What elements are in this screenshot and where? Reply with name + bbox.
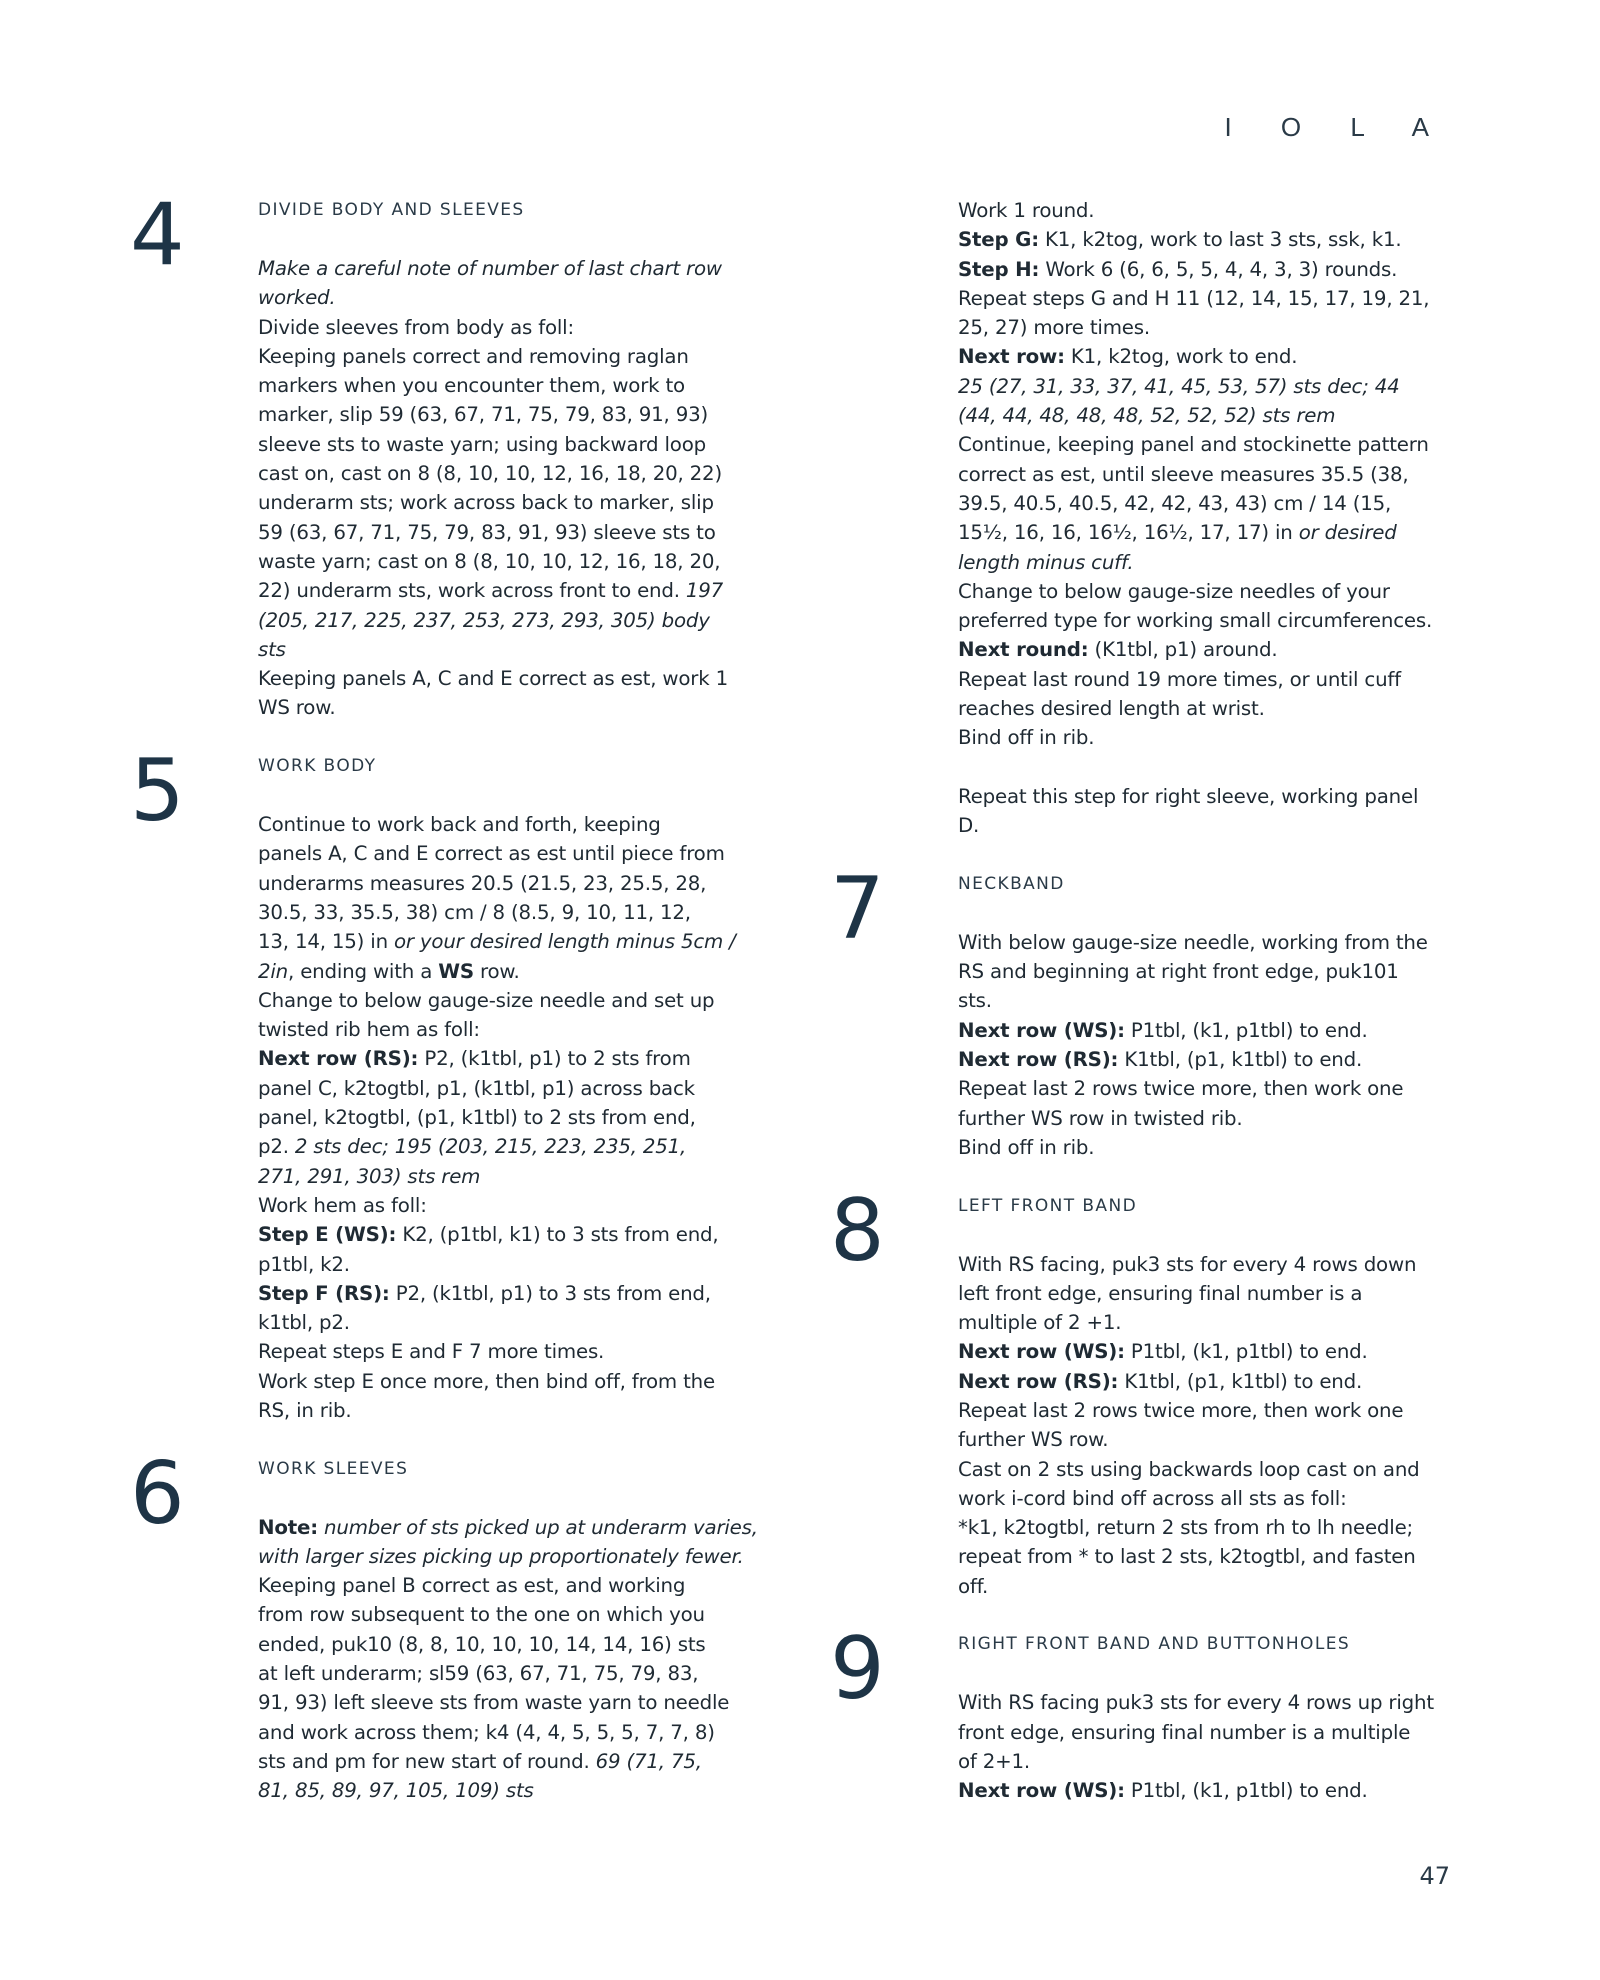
text-run: Work 6 (6, 6, 5, 5, 4, 4, 3, 3) rounds. — [1039, 257, 1398, 281]
text-run: Repeat this step for right sleeve, working panel — [958, 784, 1419, 808]
text-run: sts — [258, 637, 286, 661]
instruction-line — [958, 1337, 1468, 1366]
text-run: , ending with a — [288, 959, 439, 983]
step-section — [830, 1619, 1468, 1805]
page-number: 47 — [1419, 1862, 1450, 1890]
section-spacer — [958, 1601, 1468, 1630]
instruction-line — [958, 1074, 1468, 1103]
heading-gap — [958, 1659, 1468, 1688]
text-run: Step G: — [958, 228, 1039, 252]
instruction-line — [258, 1220, 768, 1249]
text-run: Next row (WS): — [958, 1779, 1125, 1803]
text-run: left front edge, ensuring final number is a — [958, 1281, 1363, 1305]
instruction-line — [258, 1776, 768, 1805]
text-run: off. — [958, 1574, 989, 1598]
text-run: P1tbl, (k1, p1tbl) to end. — [1124, 1779, 1368, 1803]
instruction-line — [958, 284, 1468, 313]
instruction-line — [258, 810, 768, 839]
instruction-line — [958, 1367, 1468, 1396]
text-run: underarms measures 20.5 (21.5, 23, 25.5, 28, — [258, 871, 707, 895]
text-run: sts and pm for new start of round. — [258, 1749, 596, 1773]
left-column — [130, 185, 768, 1806]
text-run: Work step E once more, then bind off, from the — [258, 1369, 715, 1393]
text-run: P1tbl, (k1, p1tbl) to end. — [1124, 1340, 1368, 1364]
text-run: marker, slip 59 (63, 67, 71, 75, 79, 83, 91, 93) — [258, 403, 708, 427]
instruction-line — [958, 401, 1468, 430]
instruction-line — [958, 577, 1468, 606]
text-run: Keeping panels correct and removing raglan — [258, 344, 689, 368]
step-heading: WORK BODY — [258, 756, 377, 777]
text-run: RS and beginning at right front edge, puk101 — [958, 960, 1399, 984]
step-heading: WORK SLEEVES — [258, 1458, 409, 1479]
text-run: K1tbl, (p1, k1tbl) to end. — [1118, 1369, 1363, 1393]
instruction-line — [958, 723, 1468, 752]
section-spacer — [258, 723, 768, 752]
text-run: preferred type for working small circumferences. — [958, 609, 1433, 633]
instruction-line — [958, 811, 1468, 840]
instruction-line — [958, 1776, 1468, 1805]
text-run: Repeat last round 19 more times, or until cuff — [958, 667, 1401, 691]
instruction-line — [258, 1103, 768, 1132]
instruction-line — [958, 313, 1468, 342]
instruction-line — [958, 430, 1468, 459]
instruction-line — [258, 1250, 768, 1279]
instruction-line — [258, 898, 768, 927]
instruction-line — [258, 1571, 768, 1600]
text-run: 2 sts dec; 195 (203, 215, 223, 235, 251, — [294, 1135, 687, 1159]
text-run: markers when you encounter them, work to — [258, 374, 685, 398]
instruction-line — [258, 283, 768, 312]
text-run: k1tbl, p2. — [258, 1311, 350, 1335]
text-run: number of sts picked up at underarm varies, — [324, 1515, 758, 1539]
text-run: or desired — [1298, 521, 1397, 545]
instruction-line — [958, 1104, 1468, 1133]
instruction-line — [258, 254, 768, 283]
text-run: Divide sleeves from body as foll: — [258, 315, 574, 339]
text-run: Cast on 2 sts using backwards loop cast on and — [958, 1457, 1420, 1481]
text-run: 271, 291, 303) sts rem — [258, 1164, 481, 1188]
instruction-line — [258, 400, 768, 429]
right-column — [830, 196, 1468, 1806]
pattern-title: I O L A — [1224, 112, 1450, 142]
text-run: panel, k2togtbl, (p1, k1tbl) to 2 sts from end, — [258, 1106, 696, 1130]
text-run: Next row (RS): — [958, 1369, 1119, 1393]
instruction-line — [958, 196, 1468, 225]
text-run: Repeat last 2 rows twice more, then work one — [958, 1398, 1404, 1422]
instruction-line — [258, 430, 768, 459]
text-run: *k1, k2togtbl, return 2 sts from rh to lh needle; — [958, 1516, 1414, 1540]
step-number: 9 — [830, 1619, 885, 1720]
instruction-line — [258, 1162, 768, 1191]
text-run: 69 (71, 75, — [595, 1749, 702, 1773]
instruction-line — [958, 1484, 1468, 1513]
instruction-line — [258, 1279, 768, 1308]
text-run: cast on, cast on 8 (8, 10, 10, 12, 16, 18, 20, 22) — [258, 462, 722, 486]
text-run: of 2+1. — [958, 1749, 1030, 1773]
text-run: Make a careful note of number of last chart row — [258, 257, 722, 280]
step-section — [130, 1443, 768, 1806]
text-run: With RS facing, puk3 sts for every 4 rows down — [958, 1252, 1417, 1276]
instruction-line — [258, 1337, 768, 1366]
instruction-line — [258, 869, 768, 898]
text-run: work i-cord bind off across all sts as foll: — [958, 1486, 1347, 1510]
text-run: With RS facing puk3 sts for every 4 rows up right — [958, 1691, 1434, 1715]
heading-gap — [958, 1221, 1468, 1250]
instruction-line — [958, 1133, 1468, 1162]
text-run: worked. — [258, 286, 336, 310]
text-run: Keeping panels A, C and E correct as est, work 1 — [258, 667, 728, 691]
text-run: Next row (RS): — [258, 1047, 419, 1071]
section-spacer — [958, 841, 1468, 870]
instruction-line — [958, 460, 1468, 489]
instruction-line — [958, 782, 1468, 811]
instruction-line — [258, 1367, 768, 1396]
instruction-line — [958, 665, 1468, 694]
text-run: Repeat steps G and H 11 (12, 14, 15, 17, 19, 21, — [958, 286, 1430, 310]
instruction-line — [958, 606, 1468, 635]
instruction-line — [958, 635, 1468, 664]
instruction-line — [958, 1396, 1468, 1425]
text-run: p2. — [258, 1135, 295, 1159]
instruction-line — [258, 957, 768, 986]
text-run: 59 (63, 67, 71, 75, 79, 83, 91, 93) sleeve sts to — [258, 520, 716, 544]
text-run: with larger sizes picking up proportionately fewer. — [258, 1544, 744, 1568]
text-run: waste yarn; cast on 8 (8, 10, 10, 12, 16, 18, 20, — [258, 549, 721, 573]
instruction-line — [258, 1396, 768, 1425]
instruction-line — [258, 635, 768, 664]
step-number: 5 — [130, 741, 185, 842]
text-run: at left underarm; sl59 (63, 67, 71, 75, 79, 83, — [258, 1662, 699, 1686]
step-number: 8 — [830, 1180, 885, 1281]
step-section — [830, 1180, 1468, 1602]
heading-gap — [258, 225, 768, 254]
text-run: Step E (WS): — [258, 1223, 397, 1247]
section-spacer — [958, 1162, 1468, 1191]
text-run: 30.5, 33, 35.5, 38) cm / 8 (8.5, 9, 10, 11, 12, — [258, 900, 691, 924]
step-section — [830, 858, 1468, 1162]
text-run: Repeat steps E and F 7 more times. — [258, 1340, 605, 1364]
text-run: length minus cuff. — [958, 550, 1134, 574]
step-section — [130, 185, 768, 723]
instruction-line — [258, 1074, 768, 1103]
instruction-line — [958, 1279, 1468, 1308]
instruction-line — [258, 1015, 768, 1044]
text-run: K1tbl, (p1, k1tbl) to end. — [1118, 1048, 1363, 1072]
text-run: Change to below gauge-size needles of your — [958, 579, 1390, 603]
instruction-line — [258, 342, 768, 371]
text-run: row. — [473, 959, 520, 983]
text-run: repeat from * to last 2 sts, k2togtbl, and fasten — [958, 1545, 1416, 1569]
instruction-line — [958, 1747, 1468, 1776]
text-run: 91, 93) left sleeve sts from waste yarn to needle — [258, 1691, 730, 1715]
instruction-line — [958, 753, 1468, 782]
text-run: 13, 14, 15) in — [258, 930, 394, 954]
instruction-line — [258, 1191, 768, 1220]
instruction-line — [258, 459, 768, 488]
instruction-line — [258, 606, 768, 635]
instruction-line — [958, 694, 1468, 723]
text-run: K1, k2tog, work to end. — [1064, 345, 1298, 369]
text-run: front edge, ensuring final number is a multiple — [958, 1720, 1411, 1744]
text-run: Next row (RS): — [958, 1048, 1119, 1072]
text-run: sts. — [958, 989, 992, 1013]
instruction-line — [958, 1455, 1468, 1484]
text-run: further WS row in twisted rib. — [958, 1106, 1243, 1130]
text-run: With below gauge-size needle, working from the — [958, 930, 1428, 954]
text-run: 22) underarm sts, work across front to end. — [258, 579, 686, 603]
instruction-line — [958, 548, 1468, 577]
step-number: 4 — [130, 185, 185, 285]
text-run: Next row (WS): — [958, 1018, 1125, 1042]
text-run: and work across them; k4 (4, 4, 5, 5, 5, 7, 7, 8) — [258, 1720, 715, 1744]
text-run: correct as est, until sleeve measures 35.5 (38, — [958, 462, 1409, 486]
instruction-line — [958, 225, 1468, 254]
instruction-line — [958, 1513, 1468, 1542]
step-number: 6 — [130, 1443, 185, 1544]
text-run: ended, puk10 (8, 8, 10, 10, 10, 14, 14, 16) sts — [258, 1632, 706, 1656]
instruction-line — [958, 1250, 1468, 1279]
instruction-line — [958, 1718, 1468, 1747]
instruction-line — [958, 255, 1468, 284]
text-run: P2, (k1tbl, p1) to 2 sts from — [418, 1047, 691, 1071]
instruction-line — [958, 489, 1468, 518]
text-run: 197 — [685, 579, 724, 603]
instruction-line — [258, 664, 768, 693]
instruction-line — [258, 1747, 768, 1776]
text-run: panels A, C and E correct as est until piece from — [258, 842, 725, 866]
text-run: Note: — [258, 1515, 318, 1539]
text-run: K2, (p1tbl, k1) to 3 sts from end, — [396, 1223, 719, 1247]
text-run: Continue to work back and forth, keeping — [258, 813, 661, 837]
instruction-line — [958, 986, 1468, 1015]
instruction-line — [258, 518, 768, 547]
instruction-line — [258, 1630, 768, 1659]
instruction-line — [258, 1513, 768, 1542]
instruction-line — [958, 342, 1468, 371]
instruction-line — [258, 547, 768, 576]
step-number: 7 — [830, 858, 885, 959]
instruction-line — [958, 1542, 1468, 1571]
instruction-line — [958, 1045, 1468, 1074]
instruction-line — [258, 927, 768, 956]
instruction-line — [258, 313, 768, 342]
instruction-line — [258, 576, 768, 605]
step-heading: NECKBAND — [958, 873, 1065, 894]
text-run: Step H: — [958, 257, 1040, 281]
heading-gap — [258, 781, 768, 810]
text-run: 39.5, 40.5, 40.5, 42, 42, 43, 43) cm / 14 (15, — [958, 491, 1392, 515]
text-run: Bind off in rib. — [958, 726, 1095, 750]
text-run: Work 1 round. — [958, 199, 1095, 222]
instruction-line — [258, 986, 768, 1015]
text-run: WS — [438, 959, 474, 983]
instruction-line — [958, 1688, 1468, 1717]
heading-gap — [958, 899, 1468, 928]
instruction-line — [958, 1425, 1468, 1454]
step-heading: LEFT FRONT BAND — [958, 1195, 1138, 1216]
text-run: p1tbl, k2. — [258, 1252, 350, 1276]
step-heading: RIGHT FRONT BAND AND BUTTONHOLES — [958, 1634, 1351, 1655]
text-run: 25 (27, 31, 33, 37, 41, 45, 53, 57) sts dec; 44 — [958, 374, 1400, 398]
instruction-line — [958, 957, 1468, 986]
text-run: sleeve sts to waste yarn; using backward loop — [258, 432, 706, 456]
instruction-line — [258, 1659, 768, 1688]
text-run: Bind off in rib. — [958, 1135, 1095, 1159]
text-run: Next row (WS): — [958, 1340, 1125, 1364]
text-run: D. — [958, 814, 980, 838]
instruction-line — [958, 928, 1468, 957]
text-run: 25, 27) more times. — [958, 316, 1150, 340]
text-run: (K1tbl, p1) around. — [1088, 638, 1278, 662]
step-heading: DIVIDE BODY AND SLEEVES — [258, 200, 525, 220]
instruction-line — [258, 1132, 768, 1161]
instruction-line — [258, 693, 768, 722]
instruction-line — [258, 1718, 768, 1747]
text-run: Repeat last 2 rows twice more, then work one — [958, 1077, 1404, 1101]
instruction-line — [258, 1600, 768, 1629]
text-run: (205, 217, 225, 237, 253, 273, 293, 305) body — [258, 608, 710, 632]
text-run: 2in — [258, 959, 289, 983]
instruction-line — [258, 1308, 768, 1337]
text-run: P2, (k1tbl, p1) to 3 sts from end, — [389, 1281, 711, 1305]
text-run: RS, in rib. — [258, 1398, 352, 1422]
text-run: or your desired length minus 5cm / — [394, 930, 736, 954]
instruction-line — [958, 1572, 1468, 1601]
text-run: 81, 85, 89, 97, 105, 109) sts — [258, 1779, 534, 1803]
instruction-line — [958, 1016, 1468, 1045]
section-spacer — [258, 1425, 768, 1454]
heading-gap — [258, 1484, 768, 1513]
text-run: WS row. — [258, 696, 336, 720]
text-run: underarm sts; work across back to marker, slip — [258, 491, 714, 515]
text-run: Next round: — [958, 638, 1089, 662]
instruction-line — [958, 372, 1468, 401]
text-run: further WS row. — [958, 1428, 1109, 1452]
text-run: Change to below gauge-size needle and set up — [258, 988, 715, 1012]
text-run: twisted rib hem as foll: — [258, 1018, 480, 1042]
instruction-line — [258, 1542, 768, 1571]
text-run: reaches desired length at wrist. — [958, 697, 1265, 721]
text-run: from row subsequent to the one on which you — [258, 1603, 705, 1627]
text-run: multiple of 2 +1. — [958, 1311, 1122, 1335]
instruction-line — [258, 1688, 768, 1717]
text-run: Keeping panel B correct as est, and working — [258, 1574, 686, 1598]
text-run: Work hem as foll: — [258, 1193, 427, 1217]
instruction-line — [258, 839, 768, 868]
text-run: K1, k2tog, work to last 3 sts, ssk, k1. — [1038, 228, 1402, 252]
text-run: Step F (RS): — [258, 1281, 390, 1305]
instruction-line — [258, 371, 768, 400]
step-section — [130, 741, 768, 1425]
instruction-line — [258, 1044, 768, 1073]
text-run: Continue, keeping panel and stockinette pattern — [958, 433, 1429, 457]
text-run: 15½, 16, 16, 16½, 16½, 17, 17) in — [958, 521, 1299, 545]
instruction-line — [958, 518, 1468, 547]
text-run: P1tbl, (k1, p1tbl) to end. — [1124, 1018, 1368, 1042]
instruction-line — [958, 1308, 1468, 1337]
instruction-line — [258, 488, 768, 517]
text-run: (44, 44, 48, 48, 48, 52, 52, 52) sts rem — [958, 404, 1336, 428]
text-run: Next row: — [958, 345, 1065, 369]
text-run: panel C, k2togtbl, p1, (k1tbl, p1) across back — [258, 1076, 695, 1100]
